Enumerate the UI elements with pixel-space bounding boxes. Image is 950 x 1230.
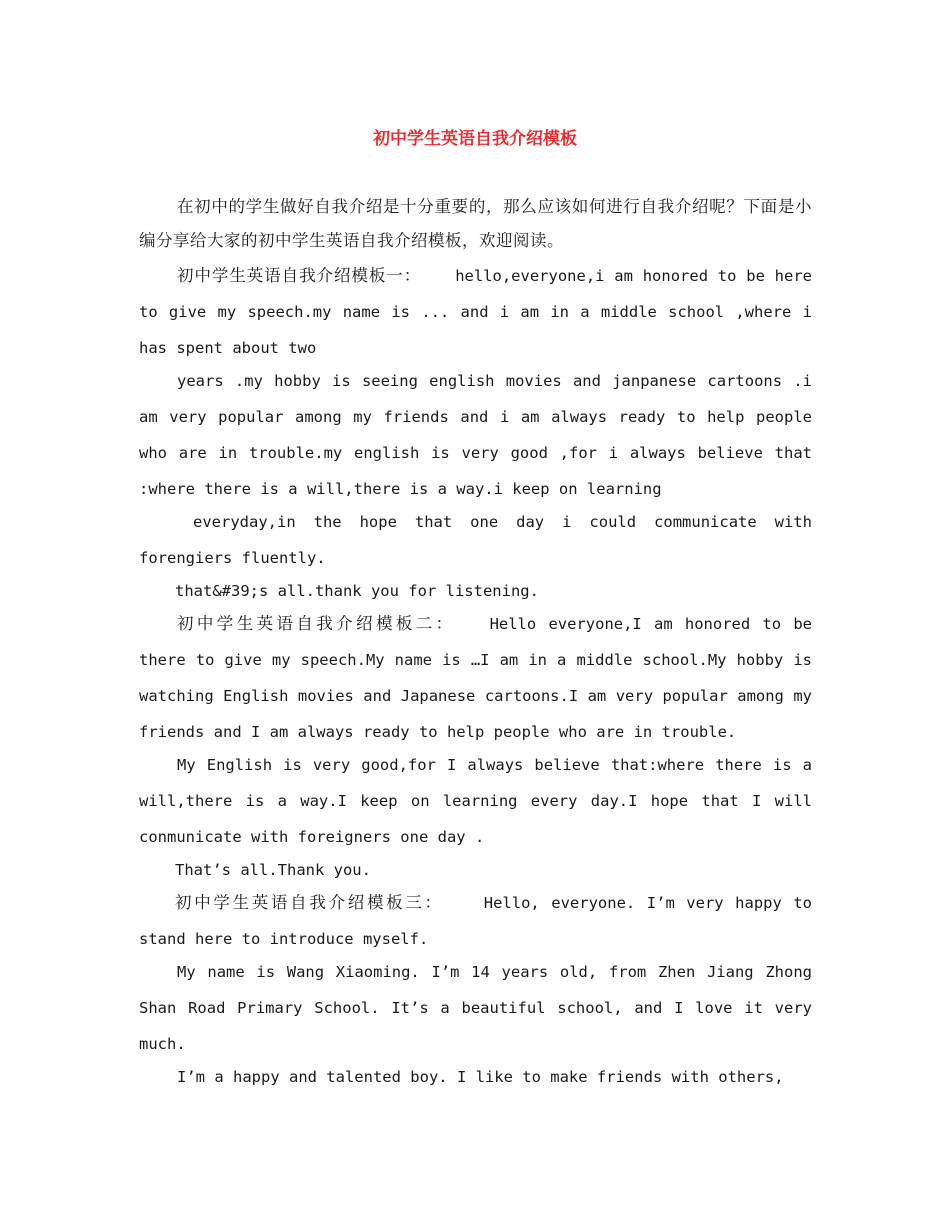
- template-three-paragraph-3: I’m a happy and talented boy. I like to make friends with others,: [177, 1068, 784, 1086]
- template-three-paragraph: [139, 885, 812, 957]
- template-three-paragraph-2: My name is Wang Xiaoming. I’m 14 years old, from Zhen Jiang Zhong Shan Road Primary School. It’s a beautiful school, and I love it very much.: [139, 963, 812, 1053]
- page-title: 初中学生英语自我介绍模板: [373, 129, 577, 149]
- document-body: [139, 190, 812, 1095]
- intro-paragraph: 在初中的学生做好自我介绍是十分重要的，那么应该如何进行自我介绍呢？下面是小编分享给大家的初中学生英语自我介绍模板，欢迎阅读。: [139, 197, 812, 250]
- template-three-text: Hello, everyone. I’m very happy to stand here to introduce myself.: [139, 894, 813, 948]
- template-one-paragraph-2: years .my hobby is seeing english movies and janpanese cartoons .i am very popular among my friends and i am always ready to help people who are in trouble.my english is very good ,for i always believe that :where there is a will,there is a way.i keep on learning: [139, 372, 812, 498]
- template-two-closing: That’s all.Thank you.: [175, 861, 371, 879]
- template-one-paragraph: [139, 258, 812, 366]
- template-two-text: Hello everyone,I am honored to be there to give my speech.My name is …I am in a middle school.My hobby is watching English movies and Japanese cartoons.I am very popular among my friends and I am always ready to help people who are in trouble.: [139, 615, 812, 741]
- template-one-paragraph-3: everyday,in the hope that one day i could communicate with forengiers fluently.: [139, 513, 812, 567]
- template-two-heading: 初中学生英语自我介绍模板二：: [177, 614, 456, 633]
- template-two-paragraph-2: My English is very good,for I always believe that:where there is a will,there is a way.I keep on learning every day.I hope that I will conmunicate with foreigners one day .: [139, 756, 812, 846]
- template-two-paragraph: [139, 606, 812, 750]
- template-three-heading: 初中学生英语自我介绍模板三：: [175, 893, 444, 912]
- template-one-closing: that&#39;s all.thank you for listening.: [175, 582, 539, 600]
- template-one-text: hello,everyone,i am honored to be here to give my speech.my name is ... and i am in a middle school ,where i has spent about two: [139, 267, 813, 357]
- template-one-heading: 初中学生英语自我介绍模板一：: [177, 266, 422, 285]
